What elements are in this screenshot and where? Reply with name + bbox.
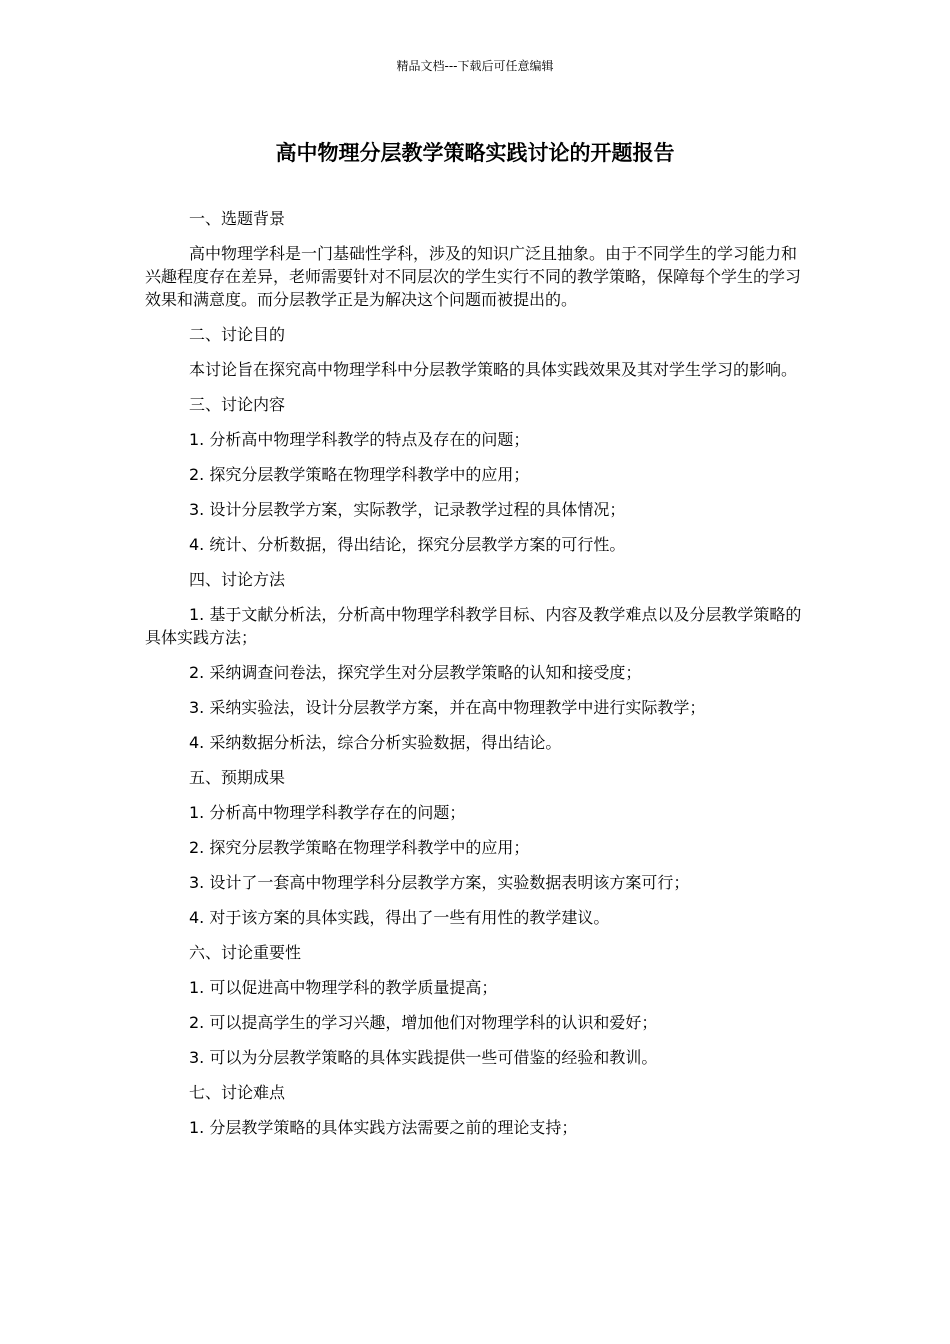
list-item: 3. 设计分层教学方案，实际教学，记录教学过程的具体情况；: [189, 500, 626, 519]
list-item: 4. 对于该方案的具体实践，得出了一些有用性的教学建议。: [189, 908, 610, 927]
list-item: 3. 设计了一套高中物理学科分层教学方案，实验数据表明该方案可行；: [189, 873, 690, 892]
list-item: 1. 基于文献分析法，分析高中物理学科教学目标、内容及教学难点以及分层教学策略的具体实践方法；: [145, 605, 802, 647]
list-item: 2. 可以提高学生的学习兴趣，增加他们对物理学科的认识和爱好；: [189, 1013, 658, 1032]
section-heading-methods: 四、讨论方法: [189, 570, 286, 589]
document-title: 高中物理分层教学策略实践讨论的开题报告: [275, 141, 675, 165]
section-heading-outcomes: 五、预期成果: [189, 768, 286, 787]
page-header-note: 精品文档---下载后可任意编辑: [396, 59, 554, 73]
paragraph-purpose: 本讨论旨在探究高中物理学科中分层教学策略的具体实践效果及其对学生学习的影响。: [189, 360, 798, 379]
list-item: 1. 分层教学策略的具体实践方法需要之前的理论支持；: [189, 1118, 578, 1137]
list-item: 3. 可以为分层教学策略的具体实践提供一些可借鉴的经验和教训。: [189, 1048, 658, 1067]
section-heading-purpose: 二、讨论目的: [189, 325, 286, 344]
list-item: 2. 探究分层教学策略在物理学科教学中的应用；: [189, 465, 530, 484]
document-body: [145, 207, 805, 1151]
section-heading-significance: 六、讨论重要性: [189, 943, 302, 962]
list-item: 4. 采纳数据分析法，综合分析实验数据，得出结论。: [189, 733, 562, 752]
paragraph-background: 高中物理学科是一门基础性学科，涉及的知识广泛且抽象。由于不同学生的学习能力和兴趣程度存在差异，老师需要针对不同层次的学生实行不同的教学策略，保障每个学生的学习效果和满意度。而分层教学正是为解决这个问题而被提出的。: [145, 244, 802, 309]
section-heading-content: 三、讨论内容: [189, 395, 286, 414]
list-item: 1. 分析高中物理学科教学的特点及存在的问题；: [189, 430, 530, 449]
section-heading-background: 一、选题背景: [189, 209, 286, 228]
list-item: 4. 统计、分析数据，得出结论，探究分层教学方案的可行性。: [189, 535, 626, 554]
list-item: 1. 可以促进高中物理学科的教学质量提高；: [189, 978, 498, 997]
list-item: 2. 采纳调查问卷法，探究学生对分层教学策略的认知和接受度；: [189, 663, 642, 682]
list-item: 2. 探究分层教学策略在物理学科教学中的应用；: [189, 838, 530, 857]
list-item: 3. 采纳实验法，设计分层教学方案，并在高中物理教学中进行实际教学；: [189, 698, 706, 717]
section-heading-difficulties: 七、讨论难点: [189, 1083, 286, 1102]
list-item: 1. 分析高中物理学科教学存在的问题；: [189, 803, 466, 822]
